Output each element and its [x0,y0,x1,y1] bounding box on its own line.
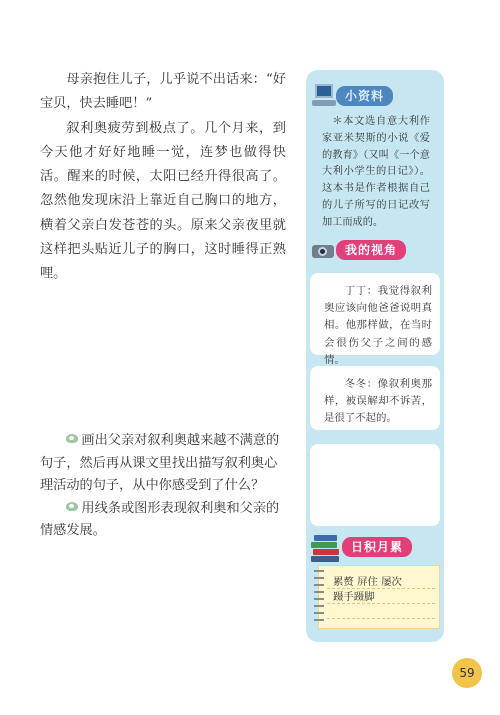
sidebar-panel [306,70,444,642]
views-section-header [306,236,444,266]
question-text: 画出父亲对叙利奥越来越不满意的句子，然后再从课文里找出描写叙利奥心理活动的句子，从中你感受到了什么？ [40,433,280,493]
question-item [40,430,286,498]
empty-comment-box[interactable] [310,444,440,526]
exercise-questions [40,430,286,543]
body-text [40,68,286,287]
accumulate-section-header [306,533,444,563]
body-paragraph: 叙利奥疲劳到极点了。几个月来，到今天他才好好地睡一觉，连梦也做得快活。醒来的时候，太阳已经升得很高了。忽然他发现床沿上靠近自己胸口的地方，横着父亲白发苍苍的头。原来父亲夜里就这样把头贴近儿子的胸口，这时睡得正熟哩。 [40,120,286,282]
camera-icon [312,242,336,258]
accumulate-section-title: 日积月累 [342,537,412,557]
leaf-icon [66,501,80,513]
note-section-title: 小资料 [336,86,393,106]
body-paragraph: 母亲抱住儿子，儿乎说不出话来：“好宝贝，快去睡吧！” [40,72,286,112]
comment-text: 冬冬：像叙利奥那样，被误解却不诉苦，是很了不起的。 [324,378,432,425]
question-item [40,498,286,543]
note-section-header [306,82,444,112]
page-number: 59 [452,658,482,688]
views-section-title: 我的视角 [336,240,406,260]
comment-box [310,273,440,366]
vocabulary-words [333,575,437,604]
question-text: 用线条或图形表现叙利奥和父亲的情感发展。 [40,500,280,538]
vocabulary-notebook [318,565,440,629]
vocabulary-line: 累赘 屏住 屡次 [333,576,402,588]
comment-text: 丁丁：我觉得叙利奥应该向他爸爸说明真相。他那样做，在当时会很伤父子之间的感情。 [324,285,432,366]
spiral-binding [314,570,324,626]
comment-box [310,366,440,430]
computer-icon [312,84,338,108]
note-text: ＊本文选自意大利作家亚米契斯的小说《爱的教育》（又叫《一个意大利小学生的日记》）。这本书是作者根据自己的儿子所写的日记改写加工而成的。 [322,116,430,228]
vocabulary-line: 蹑手蹑脚 [333,590,375,603]
leaf-icon [66,433,80,445]
books-icon [311,535,341,561]
